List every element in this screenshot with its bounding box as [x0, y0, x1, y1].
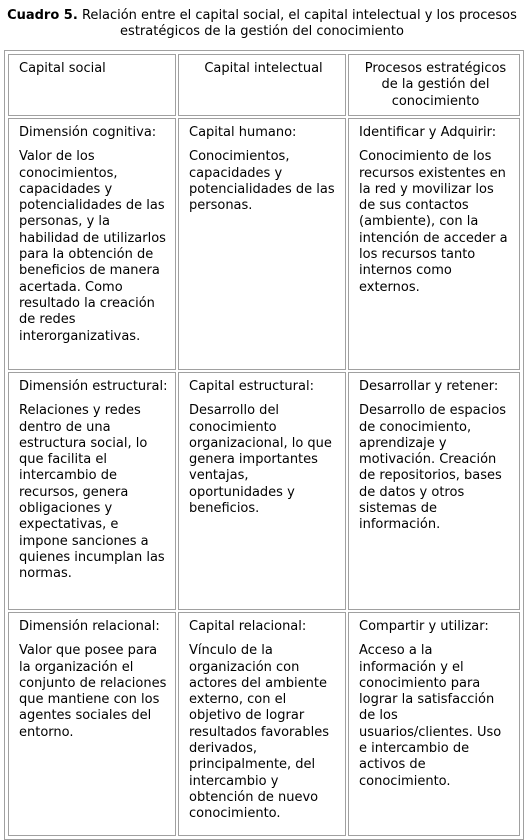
cell-body: Valor de los conocimientos, capacidades y potencialidades de las personas, y la habilidad de utilizarlos para la obtención de beneficios de manera acertada. Como resultado la creación de redes interorganizativas. [19, 149, 166, 344]
cell-title: Dimensión relacional: [19, 619, 160, 634]
table-cell [348, 372, 520, 610]
cell-body: Acceso a la información y el conocimiento para lograr la satisfacción de los usuarios/clientes. Uso e intercambio de activos de conocimiento. [359, 643, 502, 789]
cell-title: Capital humano: [189, 125, 297, 140]
cell-body: Desarrollo de espacios de conocimiento, aprendizaje y motivación. Creación de repositorios, bases de datos y otros sistemas de información. [359, 403, 507, 533]
table-row [8, 118, 520, 370]
table-header-row [8, 54, 520, 116]
table-cell [8, 372, 176, 610]
cell-title: Dimensión estructural: [19, 379, 168, 394]
relation-table [4, 50, 524, 840]
table-row [8, 372, 520, 610]
cell-title: Dimensión cognitiva: [19, 125, 157, 140]
table-caption [0, 8, 524, 40]
cell-body: Valor que posee para la organización el conjunto de relaciones que mantiene con los agentes sociales del entorno. [19, 643, 167, 740]
caption-text: Relación entre el capital social, el capital intelectual y los procesos estratégicos de la gestión del conocimiento [81, 8, 517, 39]
cell-title: Identificar y Adquirir: [359, 125, 497, 140]
table-cell [178, 372, 346, 610]
table-cell [348, 612, 520, 836]
caption-label: Cuadro 5. [7, 8, 78, 23]
cell-body: Relaciones y redes dentro de una estructura social, lo que facilita el intercambio de recursos, genera obligaciones y expectativas, e impone sanciones a quienes incumplan las normas. [19, 403, 165, 582]
cell-title: Capital relacional: [189, 619, 307, 634]
table-row [8, 612, 520, 836]
table-cell [348, 118, 520, 370]
table-cell [8, 118, 176, 370]
table-cell [8, 612, 176, 836]
cell-title: Desarrollar y retener: [359, 379, 499, 394]
header-procesos-estrategicos: Procesos estratégicos de la gestión del conocimiento [348, 54, 520, 116]
header-capital-social: Capital social [8, 54, 176, 116]
table-cell [178, 118, 346, 370]
cell-body: Conocimiento de los recursos existentes en la red y movilizar los de sus contactos (ambiente), con la intención de acceder a los recursos tanto internos como externos. [359, 149, 508, 295]
cell-body: Vínculo de la organización con actores del ambiente externo, con el objetivo de lograr resultados favorables derivados, principalmente, del intercambio y obtención de nuevo conocimiento. [189, 643, 329, 822]
header-capital-intelectual: Capital intelectual [178, 54, 346, 116]
table-cell [178, 612, 346, 836]
cell-body: Desarrollo del conocimiento organizacional, lo que genera importantes ventajas, oportunidades y beneficios. [189, 403, 332, 517]
cell-title: Capital estructural: [189, 379, 314, 394]
cell-title: Compartir y utilizar: [359, 619, 489, 634]
cell-body: Conocimientos, capacidades y potencialidades de las personas. [189, 149, 335, 214]
